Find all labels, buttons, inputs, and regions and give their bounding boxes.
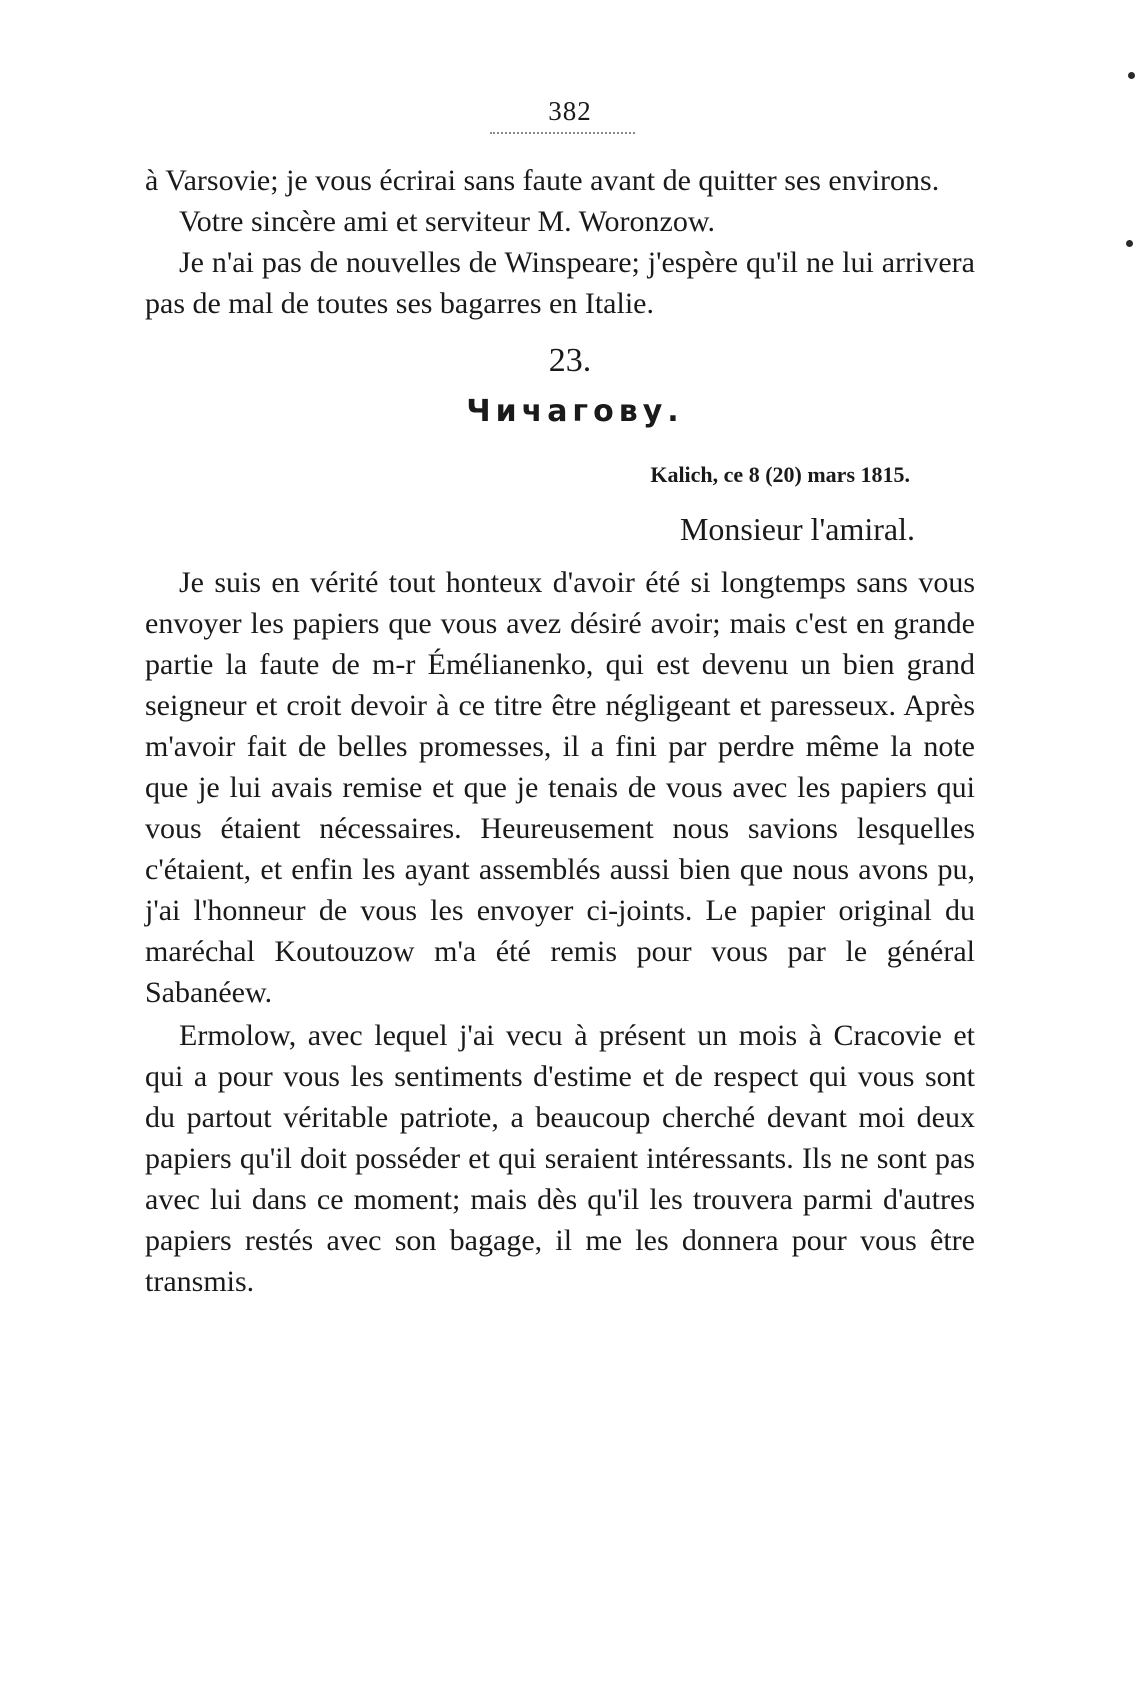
letter-paragraph: Je suis en vérité tout honteux d'avoir été si longtemps sans vous envoyer les papiers que vous avez désiré avoir; mais c'est en grande partie la faute de m-r Émélianenko, qui est devenu un bien grand seigneur et croit devoir à ce titre être négligeant et paresseux. Après m'avoir fait de belles promesses, il a fini par perdre même la note que je lui avais remise et que je tenais de vous avec les papiers qui vous étaient nécessaires. Heureusement nous savions lesquelles c'étaient, et enfin les ayant assemblés aussi bien que nous avons pu, j'ai l'honneur de vous les envoyer ci-joints. Le papier original du maréchal Koutouzow m'a été remis pour vous par le général Sabanéew. <box>145 566 975 1009</box>
page-number-rule <box>490 132 635 134</box>
letter-dateline: Kalich, ce 8 (20) mars 1815. <box>650 462 910 487</box>
edge-speck <box>1126 240 1133 247</box>
letter-salutation: Monsieur l'amiral. <box>679 511 915 547</box>
edge-speck <box>1128 72 1135 79</box>
continuation-signature: Votre sincère ami et serviteur M. Woronzow. <box>179 205 716 238</box>
letter-addressee: Чичагову. <box>466 394 684 429</box>
text-block <box>145 160 975 1302</box>
letter-paragraph: Ermolow, avec lequel j'ai vecu à présent un mois à Cracovie et qui a pour vous les sentiments d'estime et de respect qui vous sont du partout véritable patriote, a beaucoup cherché devant moi deux papiers qu'il doit posséder et qui seraient intéressants. Ils ne sont pas avec lui dans ce moment; mais dès qu'il les trouvera parmi d'autres papiers restés avec son bagage, il me les donnera pour vous être transmis. <box>145 1019 975 1298</box>
continuation-postscript: Je n'ai pas de nouvelles de Winspeare; j'espère qu'il ne lui arrivera pas de mal de toutes ses bagarres en Italie. <box>145 246 975 320</box>
letter-number: 23. <box>548 342 592 379</box>
page-number: 382 <box>548 96 592 126</box>
continuation-line: à Varsovie; je vous écrirai sans faute avant de quitter ses environs. <box>145 164 940 197</box>
